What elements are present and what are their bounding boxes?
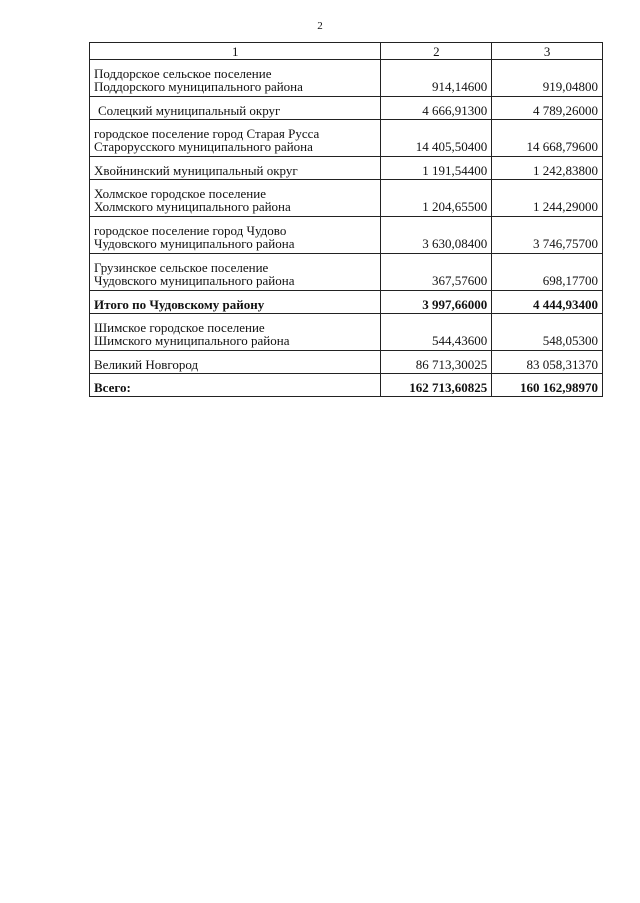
municipality-name-line: Старорусского муниципального района (94, 139, 313, 154)
municipality-name-line: Шимское городское поселение (94, 320, 265, 335)
value-col3-cell: 919,04800 (492, 60, 603, 97)
value-col2-cell: 914,14600 (381, 60, 492, 97)
table-header-row (90, 43, 603, 60)
value-col3-cell: 83 058,31370 (492, 351, 603, 374)
value-col2-cell: 1 204,65500 (381, 180, 492, 217)
value-col3-cell: 14 668,79600 (492, 120, 603, 157)
value-col2-cell: 86 713,30025 (381, 351, 492, 374)
municipality-name-line: Поддорское сельское поселение (94, 66, 272, 81)
value-col3-cell: 1 244,29000 (492, 180, 603, 217)
table-row (90, 217, 603, 254)
page-number: 2 (317, 20, 323, 32)
municipality-name-line: Всего: (94, 380, 131, 395)
table-row (90, 157, 603, 180)
municipality-name-line: Великий Новгород (94, 357, 199, 372)
value-col2-cell: 14 405,50400 (381, 120, 492, 157)
value-col3-cell: 1 242,83800 (492, 157, 603, 180)
municipality-name-line: Чудовского муниципального района (94, 236, 295, 251)
value-col3-cell: 548,05300 (492, 314, 603, 351)
table-total-row (90, 291, 603, 314)
municipality-name-cell (90, 291, 381, 314)
table-row (90, 120, 603, 157)
municipality-name-cell (90, 254, 381, 291)
value-col2-cell: 1 191,54400 (381, 157, 492, 180)
value-col3-cell: 4 789,26000 (492, 97, 603, 120)
municipality-name-cell (90, 60, 381, 97)
municipality-name-line: Холмского муниципального района (94, 199, 291, 214)
table-row (90, 351, 603, 374)
municipality-name-cell (90, 97, 381, 120)
table-row (90, 60, 603, 97)
budget-table (89, 42, 603, 397)
municipality-name-line: городское поселение город Старая Русса (94, 126, 320, 141)
value-col2-cell: 3 997,66000 (381, 291, 492, 314)
column-header-3: 3 (492, 43, 603, 60)
municipality-name-line: Поддорского муниципального района (94, 79, 303, 94)
value-col2-cell: 544,43600 (381, 314, 492, 351)
municipality-name-cell (90, 374, 381, 397)
municipality-name-cell (90, 157, 381, 180)
municipality-name-cell (90, 351, 381, 374)
table-total-row (90, 374, 603, 397)
value-col3-cell: 4 444,93400 (492, 291, 603, 314)
table-body (90, 43, 603, 397)
municipality-name-line: Грузинское сельское поселение (94, 260, 269, 275)
value-col2-cell: 3 630,08400 (381, 217, 492, 254)
table-row (90, 180, 603, 217)
value-col3-cell: 698,17700 (492, 254, 603, 291)
municipality-name-line: Итого по Чудовскому району (94, 297, 265, 312)
municipality-name-cell (90, 180, 381, 217)
value-col2-cell: 4 666,91300 (381, 97, 492, 120)
municipality-name-line: Холмское городское поселение (94, 186, 266, 201)
municipality-name-line: Хвойнинский муниципальный округ (94, 163, 298, 178)
table-row (90, 97, 603, 120)
municipality-name-line: Чудовского муниципального района (94, 273, 295, 288)
table-row (90, 314, 603, 351)
municipality-name-line: Шимского муниципального района (94, 333, 290, 348)
value-col2-cell: 162 713,60825 (381, 374, 492, 397)
column-header-2: 2 (381, 43, 492, 60)
value-col2-cell: 367,57600 (381, 254, 492, 291)
municipality-name-cell (90, 217, 381, 254)
municipality-name-cell (90, 314, 381, 351)
value-col3-cell: 3 746,75700 (492, 217, 603, 254)
column-header-1: 1 (90, 43, 381, 60)
table-row (90, 254, 603, 291)
value-col3-cell: 160 162,98970 (492, 374, 603, 397)
municipality-name-line: городское поселение город Чудово (94, 223, 287, 238)
municipality-name-line: Солецкий муниципальный округ (98, 103, 281, 118)
municipality-name-cell (90, 120, 381, 157)
